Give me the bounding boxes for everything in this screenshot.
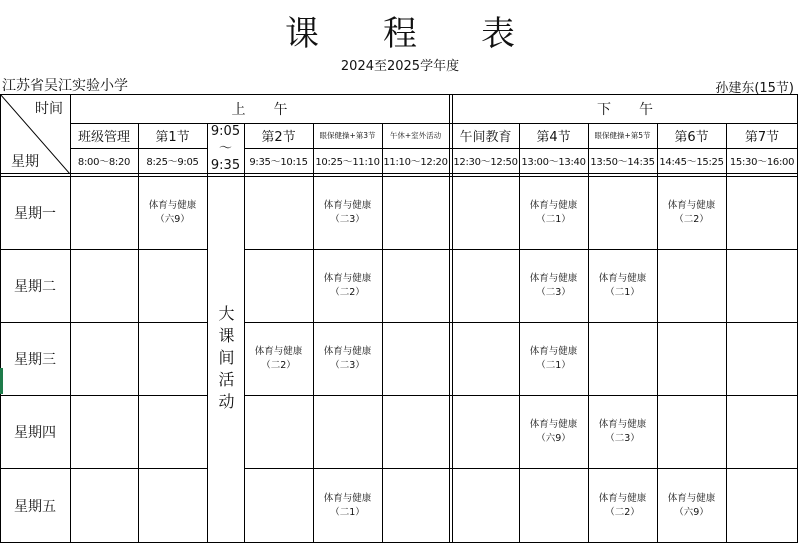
lesson-cell [726,322,798,395]
lesson-cell [70,468,138,543]
day-label: 星期二 [14,278,56,295]
day-label: 星期三 [14,351,56,368]
lesson-cell [726,249,798,322]
break-time-text: 9:05 [210,124,241,139]
lesson-text: （二3） [330,359,365,371]
lesson-text: （二2） [261,359,296,371]
period-time: 13:50～14:35 [590,157,655,168]
lesson-cell [138,468,207,543]
lesson-text: 体育与健康 [323,492,372,504]
lesson-cell [70,322,138,395]
lesson-cell [313,395,382,468]
period-header: 午休+室外活动 [389,131,442,140]
lesson-cell [452,176,519,249]
lesson-cell [244,395,313,468]
lesson-text: 体育与健康 [323,199,372,211]
lesson-cell [588,468,657,543]
lesson-cell [657,322,726,395]
lesson-cell [519,249,588,322]
lesson-cell [657,468,726,543]
lesson-text: （六9） [155,213,190,225]
lesson-cell [313,322,382,395]
lesson-cell [588,176,657,249]
lesson-text: 体育与健康 [148,199,197,211]
lesson-text: 体育与健康 [254,345,303,357]
teacher-name: 孙建东(15节) [715,81,794,96]
school-year: 2024至2025学年度 [340,59,460,74]
lesson-cell [138,322,207,395]
morning-header: 上 午 [231,101,288,118]
lesson-text: （二3） [330,213,365,225]
period-time: 8:00～8:20 [77,157,131,168]
lesson-cell [452,249,519,322]
lesson-cell [313,249,382,322]
period-time: 13:00～13:40 [521,157,586,168]
period-header: 午间教育 [459,130,512,145]
break-time-header [207,123,244,174]
lesson-text: 体育与健康 [529,418,578,430]
break-activity-label: 大课间活动 [216,304,235,415]
grid-hline [0,173,798,174]
lesson-cell [382,468,449,543]
lesson-text: （二1） [536,359,571,371]
period-time: 14:45～15:25 [659,157,724,168]
lesson-text: （二1） [536,213,571,225]
period-time: 8:25～9:05 [146,157,199,168]
lesson-cell [313,468,382,543]
lesson-cell [519,395,588,468]
lesson-cell [452,395,519,468]
lesson-cell [138,395,207,468]
lesson-text: （二1） [330,506,365,518]
lesson-cell [452,468,519,543]
lesson-text: 体育与健康 [598,418,647,430]
lesson-cell [588,249,657,322]
period-time: 10:25～11:10 [315,157,380,168]
lesson-text: 体育与健康 [598,272,647,284]
lesson-text: （二1） [605,286,640,298]
lesson-cell [657,395,726,468]
lesson-cell [244,249,313,322]
period-header: 眼保健操+第5节 [594,131,651,140]
sheet-edge-marker [0,368,3,394]
period-header: 第6节 [674,130,709,145]
lesson-cell [382,176,449,249]
lesson-cell [519,176,588,249]
lesson-text: 体育与健康 [667,199,716,211]
period-time: 11:10～12:20 [383,157,448,168]
day-label: 星期五 [14,498,56,515]
lesson-cell [70,176,138,249]
lesson-text: （六9） [674,506,709,518]
period-time: 12:30～12:50 [453,157,518,168]
lesson-cell [726,468,798,543]
lesson-text: 体育与健康 [323,272,372,284]
lesson-cell [382,395,449,468]
lesson-cell [138,176,207,249]
lesson-cell [382,322,449,395]
lesson-text: （二2） [330,286,365,298]
lesson-text: （二2） [674,213,709,225]
day-label: 星期一 [14,205,56,222]
lesson-text: 体育与健康 [529,272,578,284]
period-header: 班级管理 [77,130,130,145]
lesson-cell [452,322,519,395]
lesson-text: （二3） [605,432,640,444]
period-header: 第4节 [536,130,571,145]
lesson-cell [244,322,313,395]
grid-vline [449,94,450,543]
lesson-cell [657,249,726,322]
school-name: 江苏省吴江实验小学 [2,78,128,94]
afternoon-header: 下 午 [597,101,653,118]
lesson-text: 体育与健康 [667,492,716,504]
lesson-text: （二3） [536,286,571,298]
lesson-text: 体育与健康 [323,345,372,357]
corner-time-label: 时间 [35,101,63,117]
lesson-cell [313,176,382,249]
lesson-cell [382,249,449,322]
lesson-cell [519,468,588,543]
lesson-cell [588,322,657,395]
lesson-cell [726,395,798,468]
period-header: 第1节 [155,130,190,145]
lesson-cell [244,176,313,249]
lesson-cell [519,322,588,395]
lesson-cell [657,176,726,249]
break-time-text: 9:35 [210,158,241,173]
period-header: 眼保健操+第3节 [319,131,376,140]
period-header: 第7节 [744,130,780,145]
lesson-cell [588,395,657,468]
lesson-text: 体育与健康 [598,492,647,504]
period-time: 9:35～10:15 [249,157,308,168]
lesson-cell [244,468,313,543]
lesson-text: 体育与健康 [529,345,578,357]
lesson-cell [138,249,207,322]
lesson-cell [70,395,138,468]
break-time-text: ～ [218,141,232,156]
lesson-text: （二2） [605,506,640,518]
lesson-text: （六9） [536,432,571,444]
day-label: 星期四 [14,424,56,441]
corner-day-label: 星期 [11,154,39,170]
lesson-text: 体育与健康 [529,199,578,211]
lesson-cell [726,176,798,249]
period-header: 第2节 [261,130,296,145]
lesson-cell [70,249,138,322]
period-time: 15:30～16:00 [729,157,795,168]
page-title: 课程表 [285,14,579,54]
